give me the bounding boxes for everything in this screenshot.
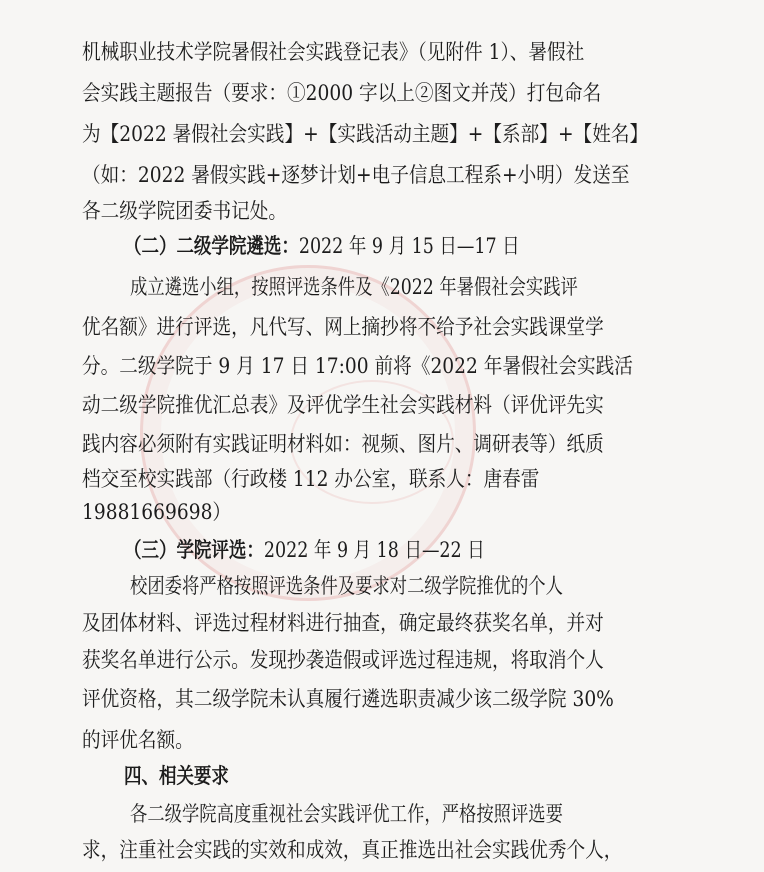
- paragraph-line: 成立遴选小组，按照评选条件及《2022 年暑假社会实践评: [130, 275, 578, 299]
- section-4-heading: 四、相关要求: [124, 763, 229, 788]
- paragraph-line: 会实践主题报告（要求：①2000 字以上②图文并茂）打包命名: [82, 81, 602, 105]
- section-3-heading-line: [124, 530, 760, 570]
- paragraph-line: 校团委将严格按照评选条件及要求对二级学院推优的个人: [130, 574, 563, 598]
- section-3-heading: （三）学院评选：: [124, 537, 264, 562]
- paragraph-line: 19881669698）: [82, 500, 232, 524]
- paragraph-line: 分。二级学院于 9 月 17 日 17:00 前将《2022 年暑假社会实践活: [82, 354, 633, 378]
- paragraph-line: 及团体材料、评选过程材料进行抽查，确定最终获奖名单，并对: [82, 611, 604, 635]
- section-2-heading: （二）二级学院遴选：: [124, 233, 299, 258]
- paragraph-line: 各二级学院高度重视社会实践评优工作，严格按照评选要: [130, 802, 563, 826]
- paragraph-line: 动二级学院推优汇总表》及评优学生社会实践材料（评优评先实: [82, 393, 604, 417]
- paragraph-line: 各二级学院团委书记处。: [82, 199, 287, 223]
- paragraph-line: （如：2022 暑假实践+逐梦计划+电子信息工程系+小明）发送至: [82, 163, 630, 187]
- paragraph-line: 档交至校实践部（行政楼 112 办公室，联系人：唐春雷: [82, 467, 540, 491]
- paragraph-line: 求，注重社会实践的实效和成效，真正推选出社会实践优秀个人，: [82, 838, 623, 862]
- paragraph-line: 优名额》进行评选，凡代写、网上摘抄将不给予社会实践课堂学: [82, 315, 604, 339]
- paragraph-line: 获奖名单进行公示。发现抄袭造假或评选过程违规，将取消个人: [82, 648, 604, 672]
- section-2-heading-line: [124, 226, 760, 266]
- paragraph-line: 评优资格，其二级学院未认真履行遴选职责减少该二级学院 30%: [82, 687, 614, 711]
- paragraph-line: 的评优名额。: [82, 728, 194, 752]
- section-2-dates: 2022 年 9 月 15 日—17 日: [298, 234, 520, 258]
- paragraph-line: 为【2022 暑假社会实践】+【实践活动主题】+【系部】+【姓名】: [82, 122, 649, 146]
- paragraph-line: 机械职业技术学院暑假社会实践登记表》（见附件 1）、暑假社: [82, 40, 585, 64]
- section-3-dates: 2022 年 9 月 18 日—22 日: [263, 538, 485, 562]
- paragraph-line: 践内容必须附有实践证明材料如：视频、图片、调研表等）纸质: [82, 432, 604, 456]
